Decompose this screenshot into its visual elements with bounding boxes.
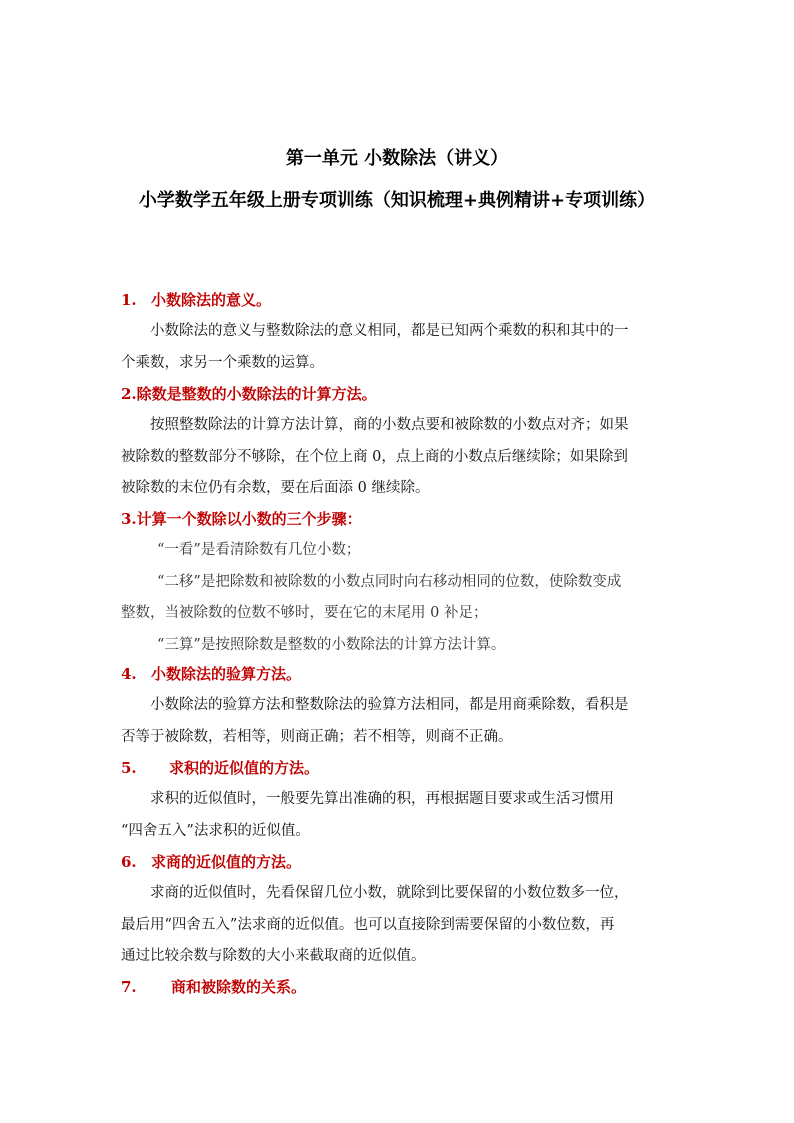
document-title: 第一单元 小数除法（讲义） bbox=[285, 148, 509, 169]
section-title: 商和被除数的关系。 bbox=[171, 978, 307, 996]
section-body bbox=[121, 316, 681, 379]
body-line: 求商的近似值时，先看保留几位小数，就除到比要保留的小数位数多一位， bbox=[150, 885, 629, 901]
section-2 bbox=[121, 384, 681, 505]
section-heading bbox=[121, 290, 681, 310]
section-3 bbox=[121, 509, 681, 661]
body-line: 整数，当被除数的位数不够时，要在它的末尾用 0 补足； bbox=[121, 605, 488, 621]
document-subtitle: 小学数学五年级上册专项训练（知识梳理+典例精讲+专项训练） bbox=[138, 190, 656, 211]
body-line: “一看”是看清除数有几位小数； bbox=[157, 542, 361, 558]
section-1 bbox=[121, 290, 681, 379]
section-body bbox=[121, 690, 681, 753]
section-body bbox=[121, 878, 681, 973]
section-6 bbox=[121, 852, 681, 973]
section-heading bbox=[121, 852, 681, 872]
body-line: 小数除法的验算方法和整数除法的验算方法相同，都是用商乘除数，看积是 bbox=[150, 697, 629, 713]
body-line: 被除数的整数部分不够除，在个位上商 0，点上商的小数点后继续除；如果除到 bbox=[121, 448, 628, 465]
body-line: 被除数的末位仍有余数，要在后面添 0 继续除。 bbox=[121, 480, 430, 496]
section-title: 求商的近似值的方法。 bbox=[151, 853, 302, 871]
body-line: “三算”是按照除数是整数的小数除法的计算方法计算。 bbox=[157, 636, 506, 653]
section-heading bbox=[121, 664, 681, 684]
section-title: 求积的近似值的方法。 bbox=[169, 759, 320, 777]
body-line: “二移”是把除数和被除数的小数点同时向右移动相同的位数，使除数变成 bbox=[157, 573, 622, 590]
section-heading bbox=[121, 758, 681, 778]
body-line: 个乘数，求另一个乘数的运算。 bbox=[121, 354, 324, 371]
body-line: 小数除法的意义与整数除法的意义相同，都是已知两个乘数的积和其中的一 bbox=[150, 323, 629, 339]
section-title: 小数除法的验算方法。 bbox=[151, 665, 302, 683]
section-number: 6. bbox=[121, 853, 137, 871]
section-heading bbox=[121, 384, 681, 404]
section-title: 计算一个数除以小数的三个步骤： bbox=[136, 510, 362, 528]
section-heading bbox=[121, 509, 681, 529]
section-body bbox=[121, 784, 681, 847]
body-line: 通过比较余数与除数的大小来截取商的近似值。 bbox=[121, 948, 426, 964]
section-number: 5. bbox=[121, 759, 137, 777]
body-line: 按照整数除法的计算方法计算，商的小数点要和被除数的小数点对齐；如果 bbox=[150, 417, 629, 433]
section-number: 2. bbox=[121, 385, 137, 403]
body-line: 最后用“四舍五入”法求商的近似值。也可以直接除到需要保留的小数位数，再 bbox=[121, 916, 615, 933]
section-body bbox=[121, 535, 681, 661]
section-body bbox=[121, 410, 681, 505]
section-heading bbox=[121, 977, 681, 997]
body-line: 求积的近似值时，一般要先算出准确的积，再根据题目要求或生活习惯用 bbox=[150, 791, 614, 807]
section-number: 3. bbox=[121, 510, 137, 528]
body-line: “四舍五入”法求积的近似值。 bbox=[121, 822, 310, 839]
section-5 bbox=[121, 758, 681, 847]
section-title: 除数是整数的小数除法的计算方法。 bbox=[136, 385, 377, 403]
section-7 bbox=[121, 977, 681, 997]
section-4 bbox=[121, 664, 681, 753]
section-number: 4. bbox=[121, 665, 137, 683]
body-line: 否等于被除数，若相等，则商正确；若不相等，则商不正确。 bbox=[121, 728, 513, 745]
section-number: 7. bbox=[121, 978, 137, 996]
section-title: 小数除法的意义。 bbox=[151, 291, 272, 309]
section-number: 1. bbox=[121, 291, 137, 309]
